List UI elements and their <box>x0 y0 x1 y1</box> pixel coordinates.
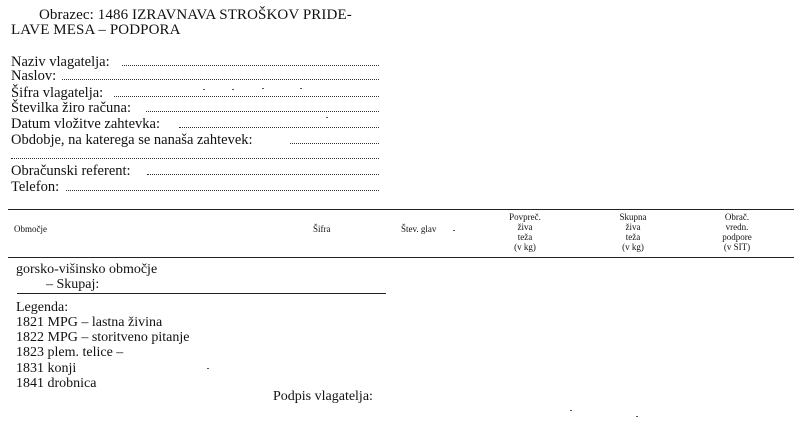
form-title-line-2: LAVE MESA – PODPORA <box>11 22 181 38</box>
legend-item: 1823 plem. telice – <box>16 345 124 360</box>
field-line-clerk <box>147 174 379 175</box>
legend-title: Legenda: <box>16 300 69 315</box>
table-row-total: – Skupaj: <box>46 277 100 292</box>
header-heads: Štev. glav <box>401 224 437 234</box>
field-line-account-number <box>146 111 379 112</box>
table-header-rule <box>8 257 794 258</box>
field-label-applicant-code: Šifra vlagatelja: <box>11 85 104 101</box>
field-line-applicant-name <box>122 65 379 66</box>
field-label-applicant-name: Naziv vlagatelja: <box>11 54 110 70</box>
field-label-submission-date: Datum vložitve zahtevka: <box>11 116 160 132</box>
field-label-clerk: Obračunski referent: <box>11 163 131 179</box>
field-label-address: Naslov: <box>11 68 57 84</box>
field-line-applicant-code <box>114 96 379 97</box>
field-label-account-number: Številka žiro računa: <box>11 100 131 116</box>
field-label-period: Obdobje, na katerega se nanaša zahtevek: <box>11 132 253 148</box>
header-code: Šifra <box>313 224 331 234</box>
field-line-address <box>62 79 379 80</box>
legend-item: 1821 MPG – lastna živina <box>16 315 163 330</box>
table-total-rule <box>17 293 386 294</box>
table-top-rule <box>8 209 794 210</box>
field-line-submission-date <box>179 127 379 128</box>
field-line-period-continued <box>11 158 379 159</box>
form-title-line-1: Obrazec: 1486 IZRAVNAVA STROŠKOV PRIDE- <box>39 7 352 23</box>
legend-item: 1822 MPG – storitveno pitanje <box>16 330 190 345</box>
header-region: Območje <box>14 224 47 234</box>
field-line-period <box>290 143 379 144</box>
field-label-phone: Telefon: <box>11 179 60 195</box>
signature-label: Podpis vlagatelja: <box>273 389 373 404</box>
table-row-region: gorsko-višinsko območje <box>16 262 158 277</box>
field-line-phone <box>66 190 379 191</box>
legend-item: 1831 konji <box>16 361 77 376</box>
legend-item: 1841 drobnica <box>16 376 97 391</box>
